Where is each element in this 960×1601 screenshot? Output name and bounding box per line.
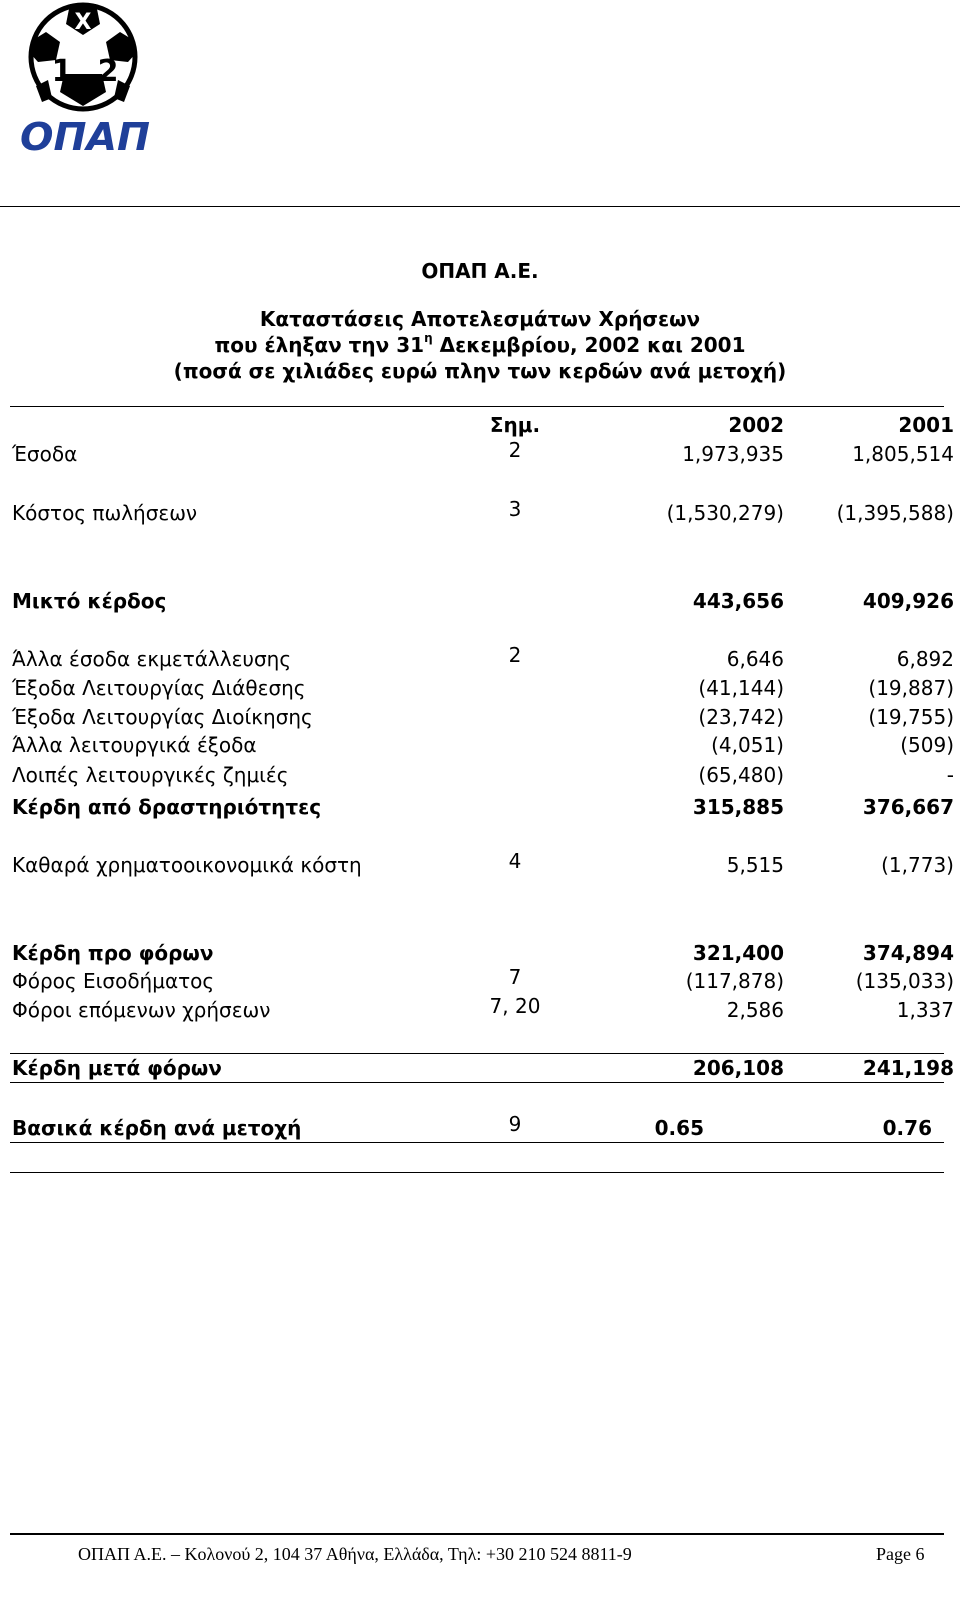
table-row [10,994,954,1024]
row-value-2002: 315,885 [692,795,784,819]
row-label: Κέρδη από δραστηριότητες [12,795,322,819]
row-label: Φόροι επόμενων χρήσεων [12,998,271,1022]
row-label: Κόστος πωλήσεων [12,501,198,525]
row-value-2001: 374,894 [862,941,954,965]
table-row [10,731,954,759]
row-label: Έξοδα Λειτουργίας Διάθεσης [12,676,306,700]
row-label: Έξοδα Λειτουργίας Διοίκησης [12,705,313,729]
row-value-2001: (1,773) [881,853,954,877]
table-row [10,849,954,879]
row-label: Μικτό κέρδος [12,589,167,613]
period-sup: η [424,331,433,346]
row-value-2001: (135,033) [855,969,954,993]
row-note: 4 [508,849,522,873]
year-2002-column-header: 2002 [728,413,784,437]
ball-mark-x: X [74,10,92,35]
row-value-2001: (509) [900,733,954,757]
ball-mark-1: 1 [51,54,73,89]
company-name: ΟΠΑΠ Α.Ε. [421,259,539,283]
table-row [10,761,954,789]
row-value-2002: 5,515 [726,853,784,877]
table-row-eps [10,1114,946,1142]
footer-rule [10,1533,944,1535]
statement-title: Καταστάσεις Αποτελεσμάτων Χρήσεων [259,307,701,331]
year-2001-column-header: 2001 [898,413,954,437]
row-label: Άλλα έσοδα εκμετάλλευσης [12,647,292,671]
table-row [10,497,954,527]
table-row-subtotal [10,793,954,821]
table-top-rule [10,406,944,407]
row-value-2002: (65,480) [698,763,784,787]
row-label: Βασικά κέρδη ανά μετοχή [12,1116,302,1140]
row-value-2002: 6,646 [726,647,784,671]
row-value-2002: 443,656 [692,589,784,613]
row-value-2002: (117,878) [685,969,784,993]
soccer-ball-icon [29,4,137,109]
opap-logo [16,2,154,157]
table-row [10,965,954,995]
eps-bottom-rule [10,1142,944,1143]
row-value-2002: 2,586 [726,998,784,1022]
row-note: 3 [508,497,522,521]
row-label: Έσοδα [12,442,78,466]
row-value-2001: - [946,763,954,787]
period-pre: που έληξαν την 31 [214,333,425,357]
statement-period [0,332,960,358]
table-row-subtotal [10,587,954,615]
note-column-header: Σημ. [489,413,541,437]
row-note: 7 [508,965,522,989]
row-label: Λοιπές λειτουργικές ζημιές [12,763,289,787]
table-row [10,674,954,702]
row-note: 2 [508,438,522,462]
row-value-2002: 1,973,935 [682,442,784,466]
row-label: Καθαρά χρηματοοικονομικά κόστη [12,853,362,877]
ball-mark-2: 2 [97,54,119,89]
logo-wordmark: ΟΠΑΠ [20,115,150,157]
table-row [10,438,954,468]
row-label: Κέρδη μετά φόρων [12,1056,222,1080]
row-value-2002: 321,400 [692,941,784,965]
row-value-2001: 376,667 [862,795,954,819]
row-value-2001: 0.76 [882,1116,932,1140]
footer-address: ΟΠΑΠ Α.Ε. – Κολονού 2, 104 37 Αθήνα, Ελλάδα, Τηλ: +30 210 524 8811-9 [78,1544,632,1564]
footer-page-number: Page 6 [876,1544,925,1564]
row-value-2001: 1,337 [896,998,954,1022]
table-header-row [10,411,954,439]
header-rule [0,206,960,207]
row-value-2001: (19,755) [868,705,954,729]
row-value-2002: (23,742) [698,705,784,729]
row-value-2002: 206,108 [692,1056,784,1080]
statement-units: (ποσά σε χιλιάδες ευρώ πλην των κερδών ανά μετοχή) [173,359,787,383]
statement-title-block [0,256,960,384]
row-note: 9 [508,1112,522,1136]
table-row [10,643,954,673]
row-value-2001: 241,198 [862,1056,954,1080]
row-value-2001: (19,887) [868,676,954,700]
row-value-2002: (1,530,279) [666,501,784,525]
row-value-2001: 6,892 [896,647,954,671]
row-value-2001: 1,805,514 [852,442,954,466]
table-end-rule [10,1172,944,1173]
row-label: Κέρδη προ φόρων [12,941,214,965]
row-label: Φόρος Εισοδήματος [12,969,215,993]
row-value-2002: (41,144) [698,676,784,700]
row-value-2002: (4,051) [711,733,784,757]
row-label: Άλλα λειτουργικά έξοδα [12,733,257,757]
net-profit-bottom-rule [10,1082,944,1083]
row-note: 2 [508,643,522,667]
table-row [10,703,954,731]
row-value-2001: 409,926 [862,589,954,613]
table-row-net-profit [10,1054,954,1082]
row-value-2001: (1,395,588) [836,501,954,525]
row-value-2002: 0.65 [654,1116,704,1140]
period-post: Δεκεμβρίου, 2002 και 2001 [432,333,746,357]
row-note: 7, 20 [489,994,541,1018]
